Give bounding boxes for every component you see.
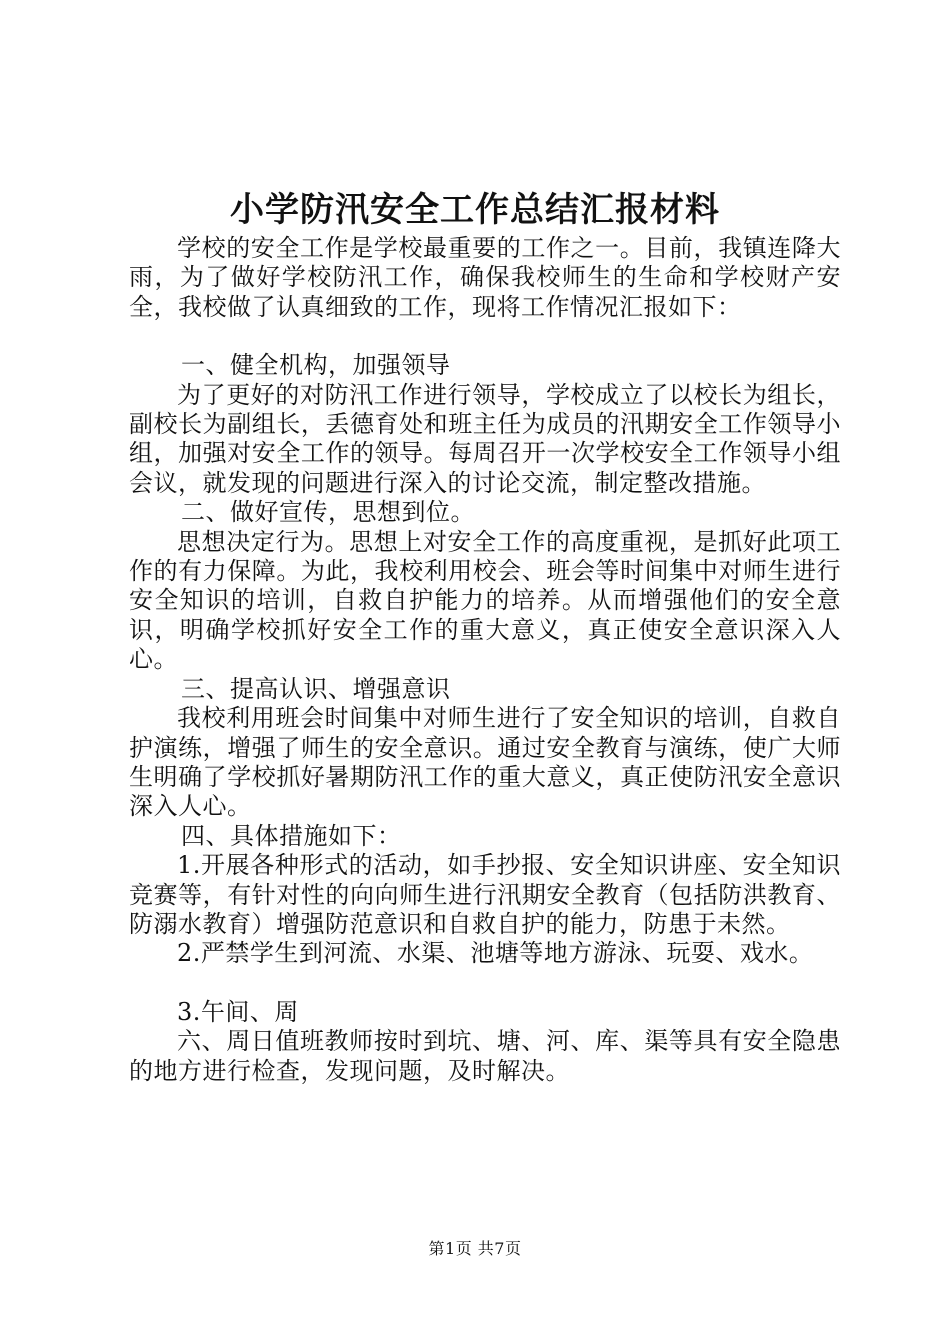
section-heading-2: 二、做好宣传，思想到位。 (181, 498, 475, 527)
body-paragraph: 六、周日值班教师按时到坑、塘、河、库、渠等具有安全隐患的地方进行检查，发现问题，及时解决。 (129, 1027, 841, 1085)
body-paragraph: 我校利用班会时间集中对师生进行了安全知识的培训，自救自护演练，增强了师生的安全意识。通过安全教育与演练，使广大师生明确了学校抓好暑期防汛工作的重大意义，真正使防汛安全意识深入人心。 (129, 704, 841, 821)
body-paragraph: 为了更好的对防汛工作进行领导，学校成立了以校长为组长，副校长为副组长，丢德育处和班主任为成员的汛期安全工作领导小组，加强对安全工作的领导。每周召开一次学校安全工作领导小组会议，就发现的问题进行深入的讨论交流，制定整改措施。 (129, 380, 841, 497)
intro-paragraph: 学校的安全工作是学校最重要的工作之一。目前，我镇连降大雨，为了做好学校防汛工作，确保我校师生的生命和学校财产安全，我校做了认真细致的工作，现将工作情况汇报如下： (129, 234, 841, 321)
document-title: 小学防汛安全工作总结汇报材料 (230, 190, 720, 230)
section-heading-4: 四、具体措施如下： (181, 821, 402, 850)
list-item: 3.午间、周 (177, 997, 299, 1026)
page-number-footer: 第1页 共7页 (428, 1239, 522, 1258)
document-body (129, 234, 841, 1086)
list-item: 1.开展各种形式的活动，如手抄报、安全知识讲座、安全知识竞赛等，有针对性的向向师生进行汛期安全教育（包括防洪教育、防溺水教育）增强防范意识和自救自护的能力，防患于未然。 (129, 851, 841, 938)
body-paragraph: 思想决定行为。思想上对安全工作的高度重视，是抓好此项工作的有力保障。为此，我校利用校会、班会等时间集中对师生进行安全知识的培训，自救自护能力的培养。从而增强他们的安全意识，明确学校抓好安全工作的重大意义，真正使安全意识深入人心。 (129, 527, 841, 674)
section-heading-1: 一、健全机构，加强领导 (181, 351, 451, 380)
list-item: 2.严禁学生到河流、水渠、池塘等地方游泳、玩耍、戏水。 (177, 939, 814, 968)
section-heading-3: 三、提高认识、增强意识 (181, 674, 451, 703)
